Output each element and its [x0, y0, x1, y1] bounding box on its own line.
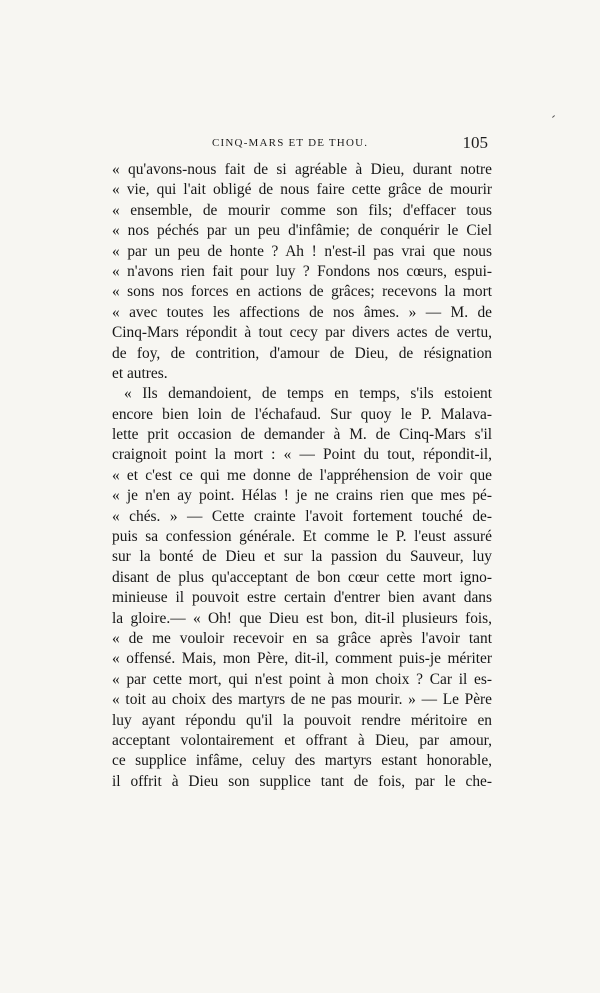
running-head — [112, 133, 492, 155]
text-line: « je n'en ay point. Hélas ! je ne crains rien que mes pé- — [112, 487, 492, 505]
running-title: CINQ-MARS ET DE THOU. — [212, 137, 369, 149]
text-line: « et c'est ce qui me donne de l'appréhension de voir que — [112, 466, 492, 484]
text-line: « vie, qui l'ait obligé de nous faire cette grâce de mourir — [112, 181, 492, 199]
text-line: « n'avons rien fait pour luy ? Fondons nos cœurs, espui- — [112, 262, 492, 280]
text-line: « Ils demandoient, de temps en temps, s'ils estoient — [124, 385, 492, 403]
text-line: et autres. — [112, 364, 168, 382]
text-line: « toit au choix des martyrs de ne pas mourir. » — Le Père — [112, 691, 492, 709]
body-text — [112, 160, 492, 792]
text-line: acceptant volontairement et offrant à Dieu, par amour, — [112, 731, 492, 749]
text-line: « nos péchés par un peu d'infâmie; de conquérir le Ciel — [112, 222, 492, 240]
text-line: « par un peu de honte ? Ah ! n'est-il pas vrai que nous — [112, 242, 492, 260]
text-line: sur la bonté de Dieu et sur la passion du Sauveur, luy — [112, 548, 492, 566]
text-line: « par cette mort, qui n'est point à mon choix ? Car il es- — [112, 670, 492, 688]
text-line: il offrit à Dieu son supplice tant de fois, par le che- — [112, 772, 492, 790]
text-line: « sons nos forces en actions de grâces; recevons la mort — [112, 283, 492, 301]
text-line: minieuse il pouvoit estre certain d'entrer bien avant dans — [112, 589, 492, 607]
text-line: ce supplice infâme, celuy des martyrs estant honorable, — [112, 752, 492, 770]
text-line: « ensemble, de mourir comme son fils; d'effacer tous — [112, 201, 492, 219]
text-line: disant de plus qu'acceptant de bon cœur cette mort igno- — [112, 568, 492, 586]
text-line: la gloire.— « Oh! que Dieu est bon, dit-il plusieurs fois, — [112, 609, 492, 627]
text-line: Cinq-Mars répondit à tout cecy par divers actes de vertu, — [112, 324, 492, 342]
text-line: lette prit occasion de demander à M. de Cinq-Mars s'il — [112, 426, 492, 444]
paper-speck — [552, 115, 555, 118]
text-line: craignoit point la mort : « — Point du tout, répondit-il, — [112, 446, 492, 464]
text-line: encore bien loin de l'échafaud. Sur quoy le P. Malava- — [112, 405, 492, 423]
text-line: « chés. » — Cette crainte l'avoit fortement touché de- — [112, 507, 492, 525]
text-line: « avec toutes les affections de nos âmes. » — M. de — [112, 303, 492, 321]
text-line: « offensé. Mais, mon Père, dit-il, comment puis-je mériter — [112, 650, 492, 668]
text-line: « qu'avons-nous fait de si agréable à Dieu, durant notre — [112, 161, 492, 178]
text-line: puis sa confession générale. Et comme le P. l'eust assuré — [112, 528, 492, 546]
text-line: de foy, de contrition, d'amour de Dieu, de résignation — [112, 344, 492, 362]
text-line: « de me vouloir recevoir en sa grâce après l'avoir tant — [112, 629, 492, 647]
page-number: 105 — [462, 133, 488, 152]
text-line: luy ayant répondu qu'il la pouvoit rendre méritoire en — [112, 711, 492, 729]
